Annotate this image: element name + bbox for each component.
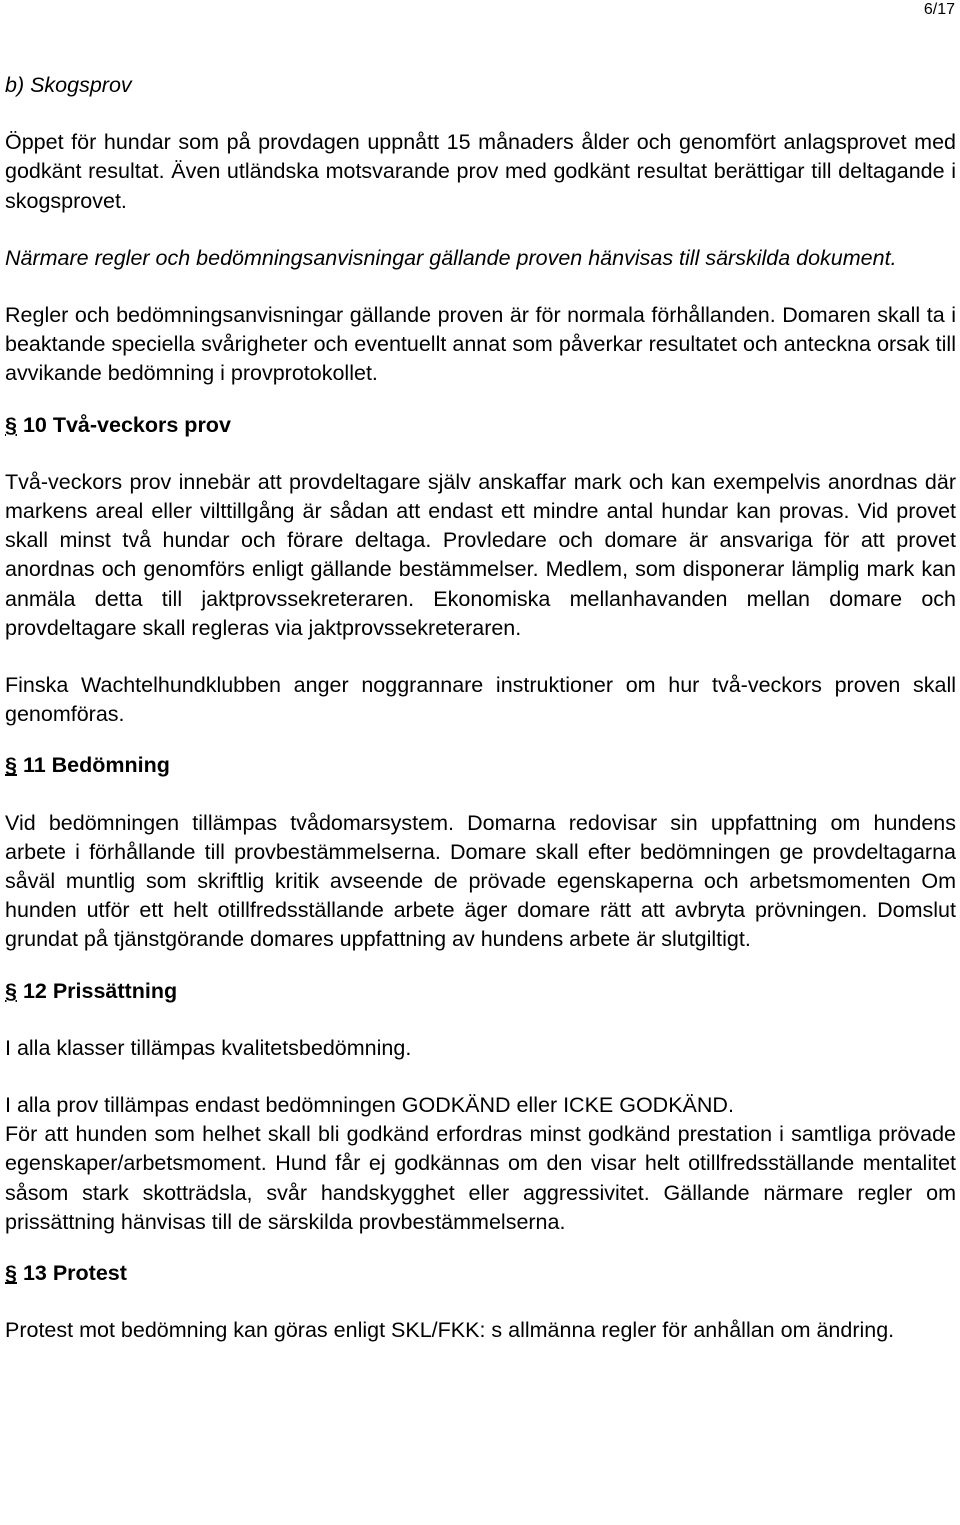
section-10-title: 10 Två-veckors prov [22, 412, 231, 437]
section-b-paragraph-3: Regler och bedömningsanvisningar gällande proven är för normala förhållanden. Domaren skall ta i beaktande speciella svårigheter och eventuellt annat som påverkar resultatet och anteckna orsak till avvikande bedömning i provprotokollet. [5, 303, 956, 386]
section-12-paragraph-1: I alla klasser tillämpas kvalitetsbedömning. [5, 1035, 412, 1060]
section-symbol: § [5, 978, 17, 1003]
section-b-paragraph-1: Öppet för hundar som på provdagen uppnått 15 månaders ålder och genomfört anlagsprovet med godkänt resultat. Även utländska motsvarande prov med godkänt resultat berättigar till deltagande i skogsprovet. [5, 130, 956, 213]
section-b-title: b) Skogsprov [5, 73, 132, 97]
section-12-heading [5, 977, 956, 1006]
section-13-heading [5, 1259, 956, 1288]
document-body [5, 71, 956, 1346]
section-b-paragraph-2: Närmare regler och bedömningsanvisningar gällande proven hänvisas till särskilda dokument. [5, 245, 897, 270]
page-number: 6/17 [923, 1, 955, 18]
section-10-paragraph-1: Två-veckors prov innebär att provdeltagare själv anskaffar mark och kan exempelvis anordnas där markens areal eller vilttillgång är sådan att endast ett mindre antal hundar kan provas. Vid provet skall minst två hundar och förare deltaga. Provledare och domare är ansvariga för att provet anordnas och genomförs enligt gällande bestämmelser. Medlem, som disponerar lämplig mark kan anmäla detta till jaktprovssekreteraren. Ekonomiska mellanhavanden mellan domare och provdeltagare skall regleras via jaktprovssekreteraren. [5, 469, 956, 640]
section-13-title: 13 Protest [22, 1261, 127, 1286]
section-13-paragraph-1: Protest mot bedömning kan göras enligt SKL/FKK: s allmänna regler för anhållan om ändring. [5, 1318, 895, 1343]
section-11-paragraph-1: Vid bedömningen tillämpas tvådomarsystem. Domarna redovisar sin uppfattning om hundens arbete i förhållande till provbestämmelserna. Domare skall efter bedömningen ge provdeltagarna såväl muntlig som skriftlig kritik avseende de prövade egenskaperna och arbetsmomenten Om hunden utför ett helt otillfredsställande arbete äger domare rätt att avbryta prövningen. Domslut grundat på tjänstgörande domares uppfattning av hundens arbete är slutgiltigt. [5, 810, 956, 952]
section-11-heading [5, 751, 956, 780]
section-12-paragraph-3: För att hunden som helhet skall bli godkänd erfordras minst godkänd prestation i samtliga prövade egenskaper/arbetsmoment. Hund får ej godkännas om den visar helt otillfredsställande mentalitet såsom stark skotträdsla, svår handskygghet eller aggressivitet. Gällande närmare regler om prissättning hänvisas till de särskilda provbestämmelserna. [5, 1122, 956, 1234]
section-symbol: § [5, 753, 17, 778]
section-12-title: 12 Prissättning [22, 978, 178, 1003]
section-10-paragraph-2: Finska Wachtelhundklubben anger noggrannare instruktioner om hur två-veckors proven skall genomföras. [5, 673, 956, 727]
section-12-paragraph-2: I alla prov tillämpas endast bedömningen GODKÄND eller ICKE GODKÄND. [5, 1093, 734, 1118]
section-symbol: § [5, 1261, 17, 1286]
section-10-heading [5, 411, 956, 440]
section-symbol: § [5, 412, 17, 437]
section-11-title: 11 Bedömning [22, 753, 170, 778]
